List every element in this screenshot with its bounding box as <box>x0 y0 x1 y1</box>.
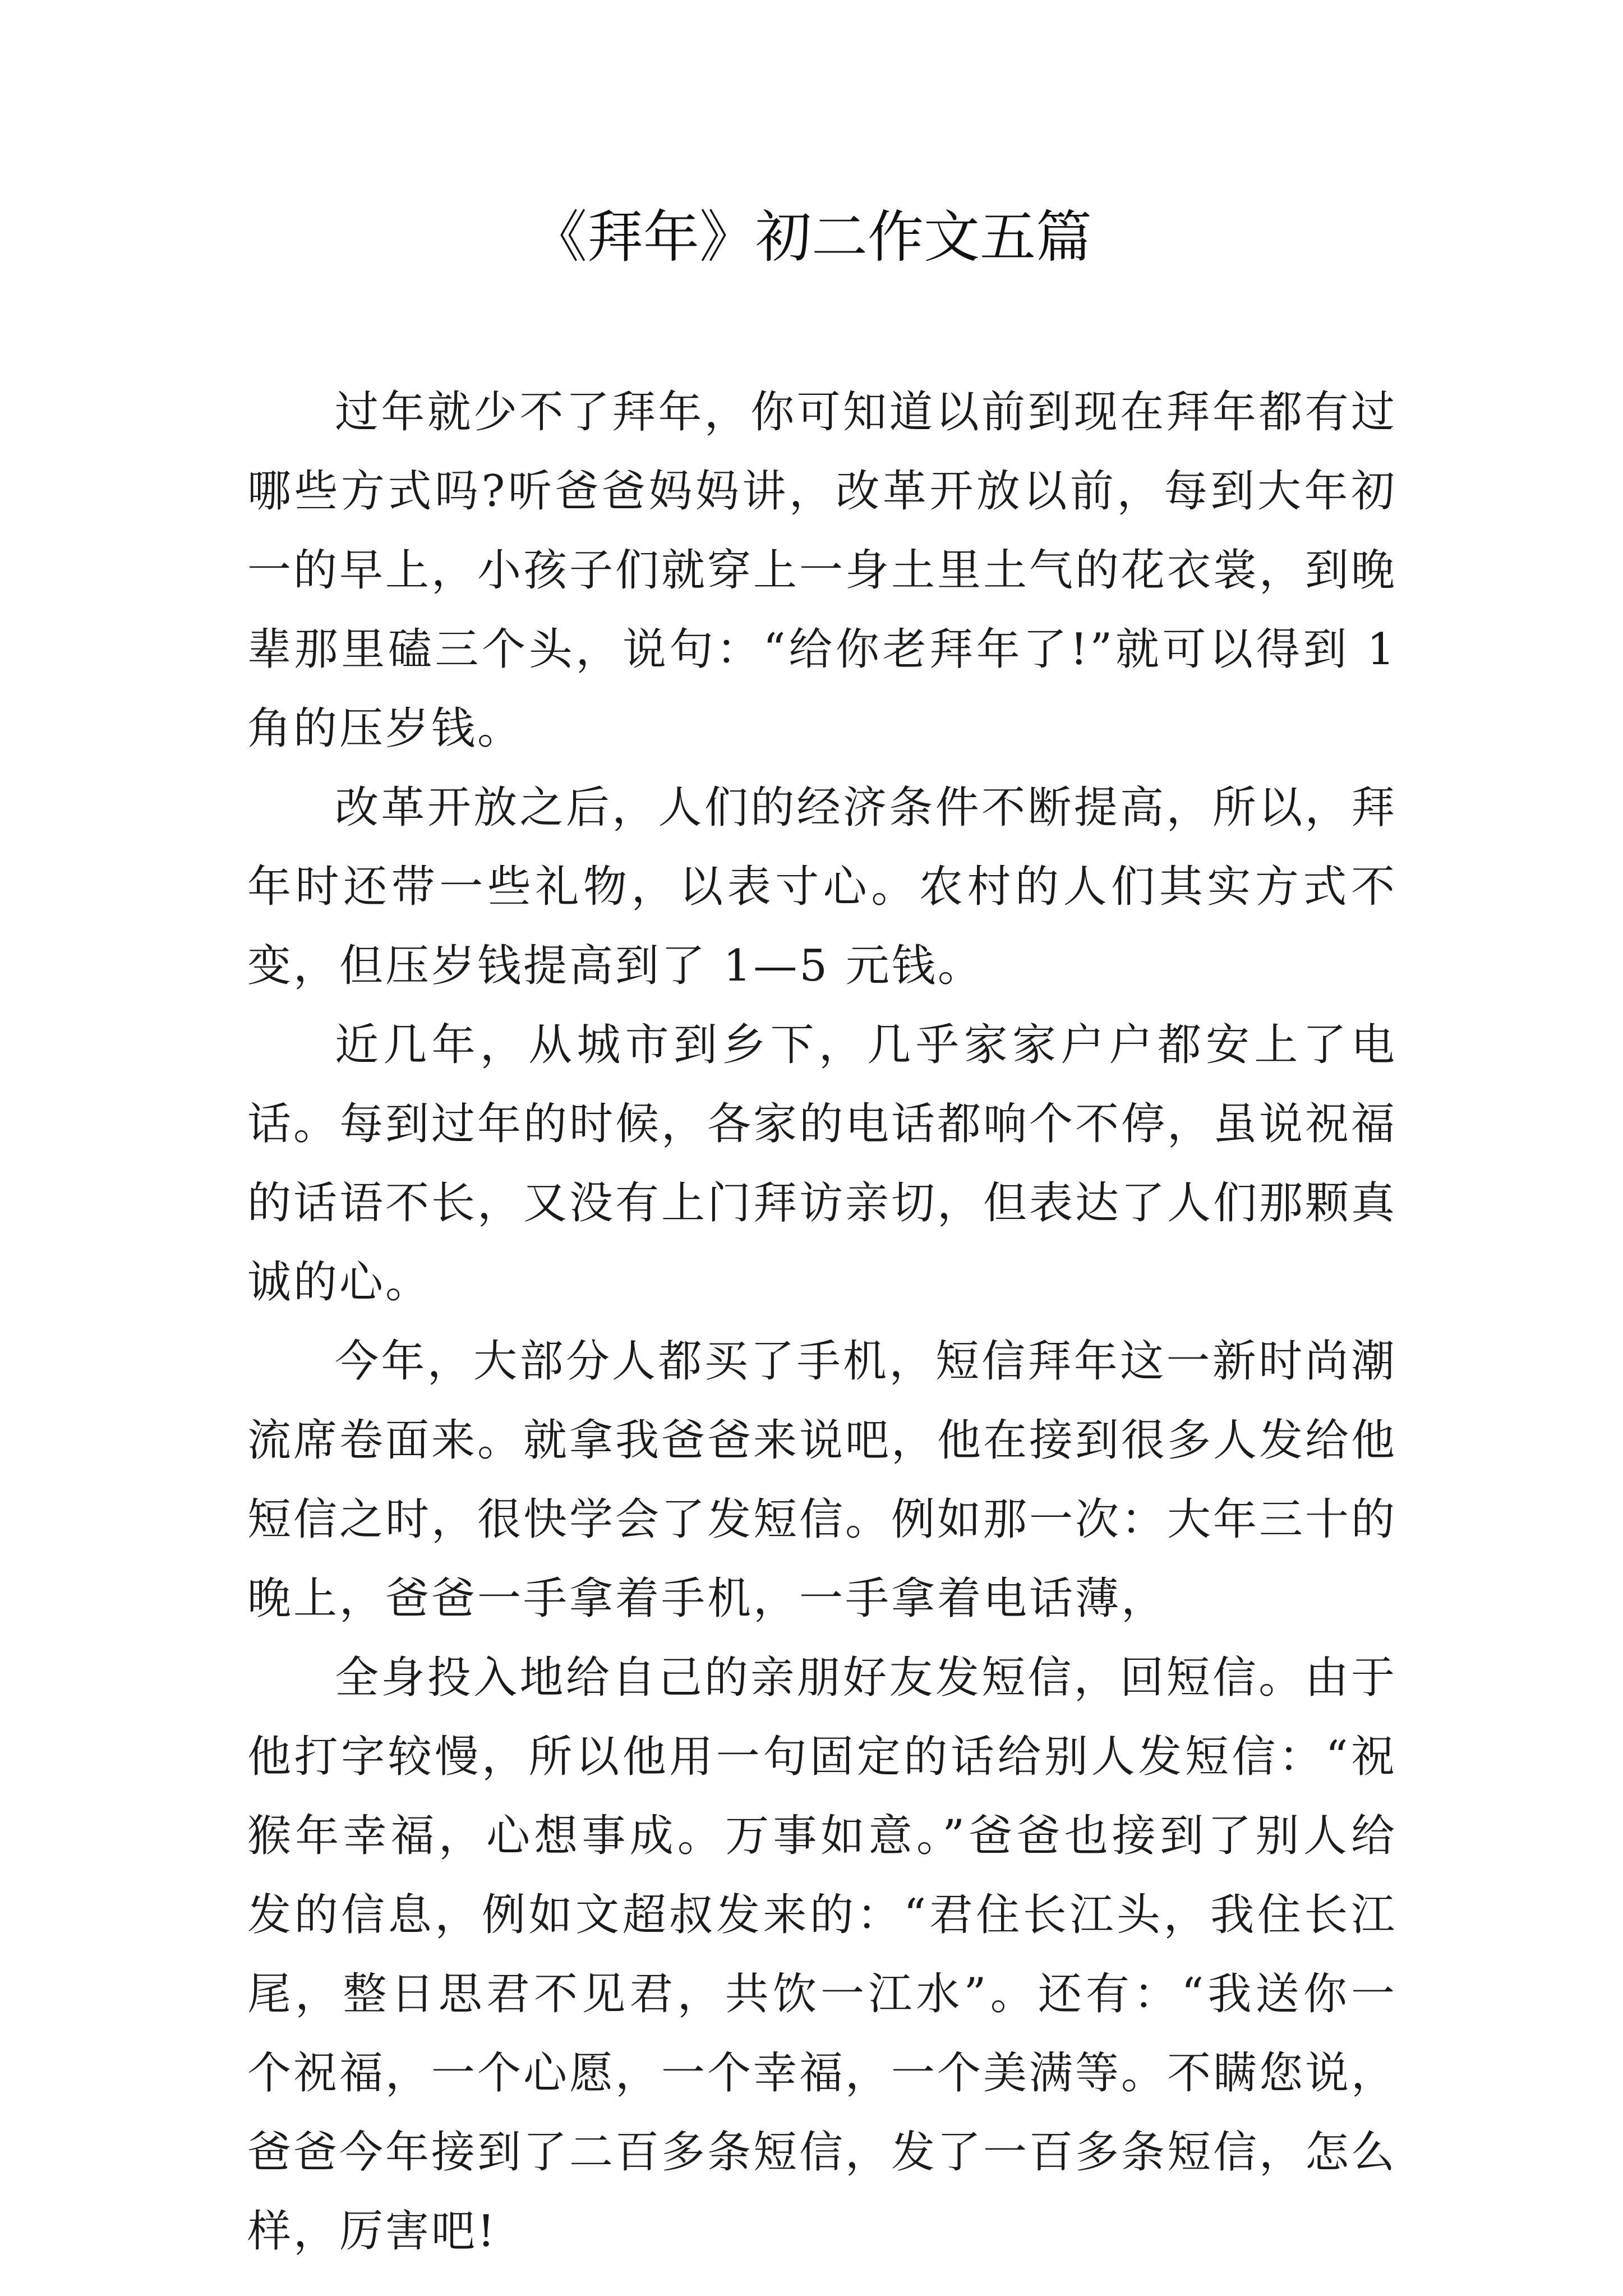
paragraph-3: 近几年，从城市到乡下，几乎家家户户都安上了电话。每到过年的时候，各家的电话都响个不停，虽说祝福的话语不长，又没有上门拜访亲切，但表达了人们那颗真诚的心。 <box>247 1020 1398 1308</box>
document-body <box>247 373 1397 2271</box>
paragraph-5: 全身投入地给自己的亲朋好友发短信，回短信。由于他打字较慢，所以他用一句固定的话给别人发短信：“祝猴年幸福，心想事成。万事如意。”爸爸也接到了别人给发的信息，例如文超叔发来的：“君住长江头，我住长江尾，整日思君不见君，共饮一江水”。还有：“我送你一个祝福，一个心愿，一个幸福，一个美满等。不瞒您说，爸爸今年接到了二百多条短信，发了一百多条短信，怎么样，厉害吧! <box>247 1653 1398 2257</box>
paragraph-4: 今年，大部分人都买了手机，短信拜年这一新时尚潮流席卷面来。就拿我爸爸来说吧，他在接到很多人发给他短信之时，很快学会了发短信。例如那一次：大年三十的晚上，爸爸一手拿着手机，一手拿着电话薄， <box>247 1336 1398 1624</box>
paragraph-1: 过年就少不了拜年，你可知道以前到现在拜年都有过哪些方式吗?听爸爸妈妈讲，改革开放以前，每到大年初一的早上，小孩子们就穿上一身土里土气的花衣裳，到晚辈那里磕三个头，说句：“给你老拜年了!”就可以得到 1 角的压岁钱。 <box>247 387 1398 754</box>
document-title: 《拜年》初二作文五篇 <box>531 204 1092 270</box>
paragraph-2: 改革开放之后，人们的经济条件不断提高，所以，拜年时还带一些礼物，以表寸心。农村的人们其实方式不变，但压岁钱提高到了 1—5 元钱。 <box>247 783 1397 991</box>
